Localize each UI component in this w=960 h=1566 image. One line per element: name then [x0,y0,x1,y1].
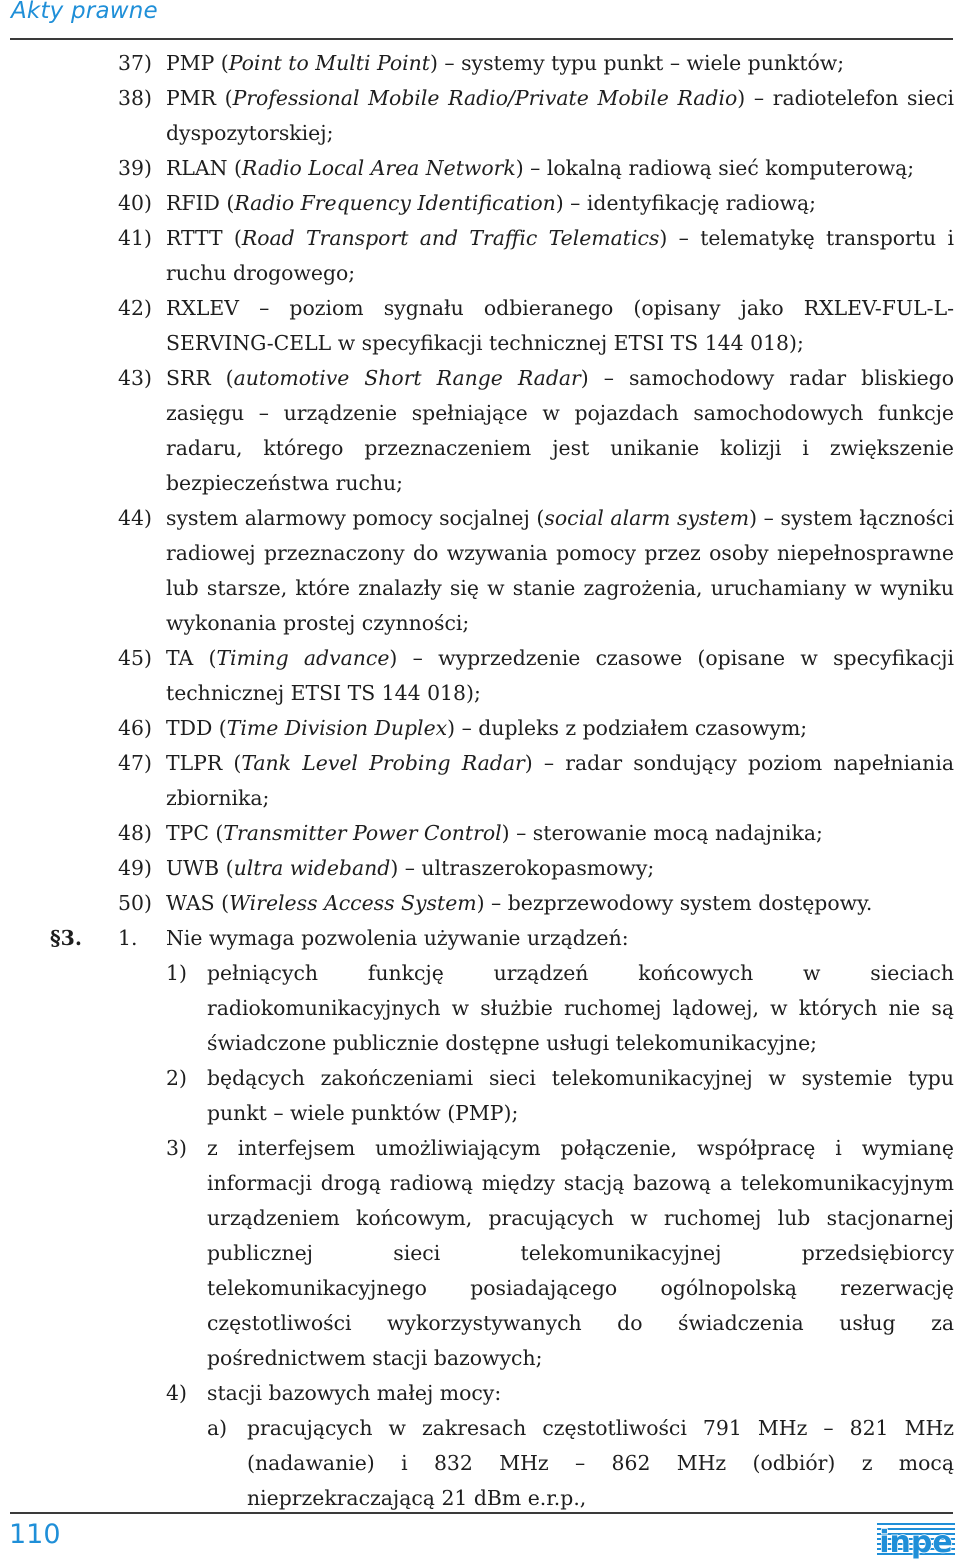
section-number: §3. [50,926,82,950]
item-text: PMR (Professional Mobile Radio/Private Mobile Radio) – radiotelefon sieci dyspozytorskiej; [166,86,955,145]
list-item [0,81,960,151]
list-item [0,221,960,291]
page-number: 110 [9,1519,61,1550]
item-number: 38) [118,86,152,110]
point-number: 4) [166,1381,187,1405]
item-text: TDD (Time Division Duplex) – dupleks z podziałem czasowym; [166,716,808,740]
item-number: 41) [118,226,152,250]
item-number: 46) [118,716,152,740]
point-number: 2) [166,1066,187,1090]
item-text: RTTT (Road Transport and Traffic Telematics) – telematykę transportu i ruchu drogowego; [166,226,954,285]
publisher-logo [876,1521,956,1561]
item-text: SRR (automotive Short Range Radar) – samochodowy radar bliskiego zasięgu – urządzenie spełniające w pojazdach samochodowych funkcje radaru, którego przeznaczeniem jest unikanie kolizji i zwiększenie bezpieczeństwa ruchu; [166,366,954,495]
point-number: 1) [166,961,187,985]
item-text: TPC (Transmitter Power Control) – sterowanie mocą nadajnika; [166,821,823,845]
point-text: z interfejsem umożliwiającym połączenie, współpracę i wymianę informacji drogą radiową między stacją bazową a telekomunikacyjnym urządzeniem końcowym, pracujących w ruchomej lub stacjonarnej publicznej sieci telekomunikacyjnej przedsiębiorcy telekomunikacyjnego posiadającego ogólnopolską rezerwację częstotliwości wykorzystywanych do świadczenia usług za pośrednictwem stacji bazowych; [207,1136,954,1370]
item-number: 40) [118,191,152,215]
subsection-number: 1. [118,926,138,950]
header-title: Akty prawne [11,0,158,24]
point-text: pełniących funkcję urządzeń końcowych w sieciach radiokomunikacyjnych w służbie ruchomej lądowej, w których nie są świadczone publicznie dostępne usługi telekomunikacyjne; [207,961,954,1055]
item-number: 48) [118,821,152,845]
list-item [0,851,960,886]
subpoint-letter: a) [207,1416,228,1440]
item-text: TA (Timing advance) – wyprzedzenie czasowe (opisane w specyfikacji technicznej ETSI TS 144 018); [166,646,954,705]
item-number: 45) [118,646,152,670]
item-number: 43) [118,366,152,390]
item-number: 42) [118,296,152,320]
logo-text: inpe [879,1525,953,1560]
item-text: UWB (ultra wideband) – ultraszerokopasmowy; [166,856,655,880]
item-text: WAS (Wireless Access System) – bezprzewodowy system dostępowy. [166,891,873,915]
item-number: 39) [118,156,152,180]
document-body [0,46,960,1516]
list-item [0,46,960,81]
item-text: TLPR (Tank Level Probing Radar) – radar sondujący poziom napełniania zbiornika; [166,751,954,810]
list-item [0,1411,960,1516]
list-item [0,711,960,746]
list-item [0,501,960,641]
item-number: 47) [118,751,152,775]
item-number: 50) [118,891,152,915]
list-item [0,151,960,186]
list-item [0,746,960,816]
list-item [0,816,960,851]
list-item [0,956,960,1061]
item-number: 49) [118,856,152,880]
item-text: PMP (Point to Multi Point) – systemy typu punkt – wiele punktów; [166,51,845,75]
item-text: system alarmowy pomocy socjalnej (social alarm system) – system łączności radiowej przeznaczony do wzywania pomocy przez osoby niepełnosprawne lub starsze, które znalazły się w stanie zagrożenia, uruchamiany w wyniku wykonania prostej czynności; [166,506,954,635]
subpoint-text: pracujących w zakresach częstotliwości 791 MHz – 821 MHz (nadawanie) i 832 MHz – 862 MHz (odbiór) z mocą nieprzekraczającą 21 dBm e.r.p., [247,1416,954,1510]
list-item [0,1376,960,1411]
header-rule [10,38,953,40]
list-item [0,1131,960,1376]
item-text: RLAN (Radio Local Area Network) – lokalną radiową sieć komputerową; [166,156,915,180]
list-item [0,186,960,221]
item-number: 44) [118,506,152,530]
point-number: 3) [166,1136,187,1160]
list-item [0,641,960,711]
item-text: RFID (Radio Frequency Identification) – identyfikację radiową; [166,191,816,215]
list-item [0,291,960,361]
footer-rule [10,1512,953,1514]
section-text: Nie wymaga pozwolenia używanie urządzeń: [166,926,629,950]
item-number: 37) [118,51,152,75]
item-text: RXLEV – poziom sygnału odbieranego (opisany jako RXLEV-FUL-L-SERVING-CELL w specyfikacji technicznej ETSI TS 144 018); [166,296,954,355]
point-text: stacji bazowych małej mocy: [207,1381,502,1405]
list-item [0,361,960,501]
list-item [0,886,960,921]
list-item [0,1061,960,1131]
section-paragraph [0,921,960,956]
point-text: będących zakończeniami sieci telekomunikacyjnej w systemie typu punkt – wiele punktów (PMP); [207,1066,954,1125]
